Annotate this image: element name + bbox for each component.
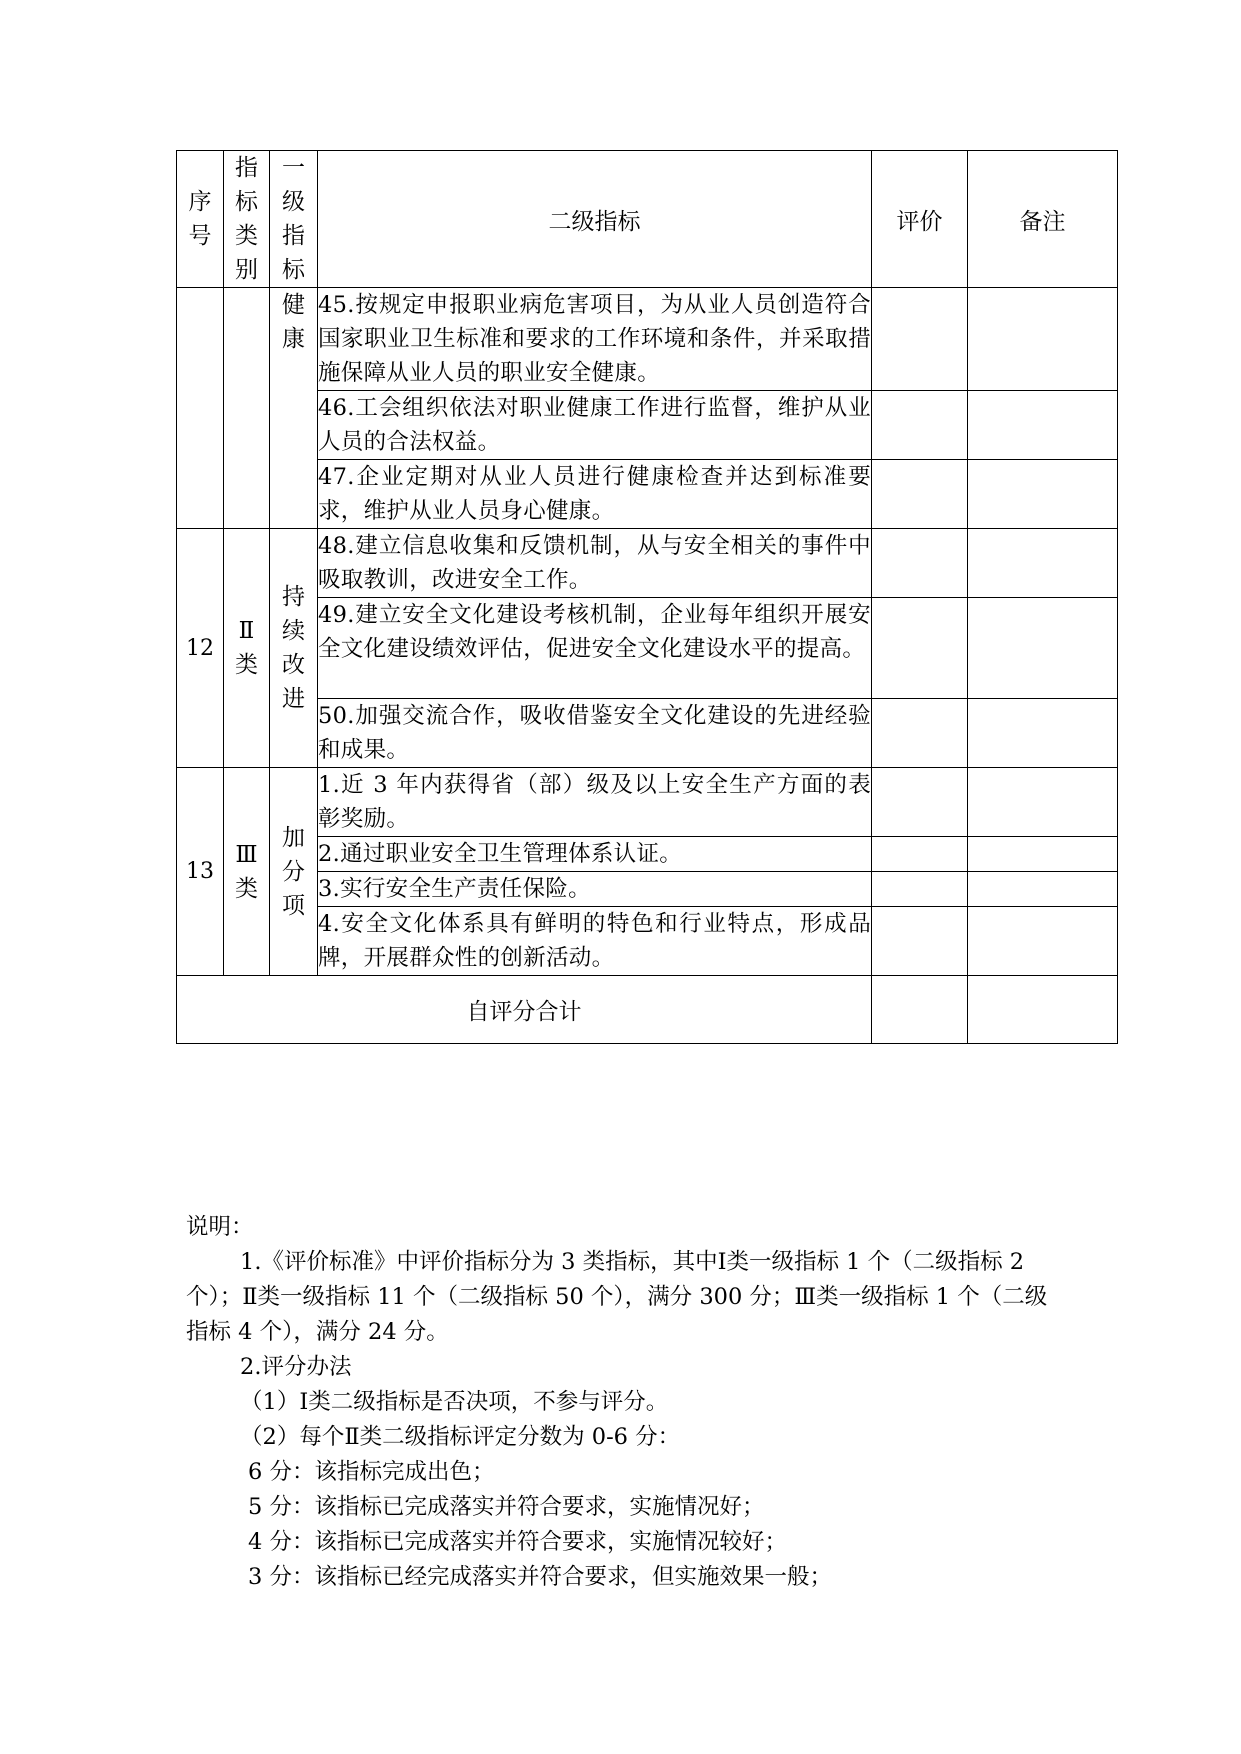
category-cell-empty <box>224 288 270 529</box>
header-remarks: 备注 <box>968 151 1118 288</box>
evaluation-cell[interactable] <box>872 907 968 976</box>
level1-bonus-items <box>270 768 318 976</box>
notes-line: 5 分：该指标已完成落实并符合要求，实施情况好； <box>248 1494 765 1520</box>
remarks-cell[interactable] <box>968 872 1118 907</box>
remarks-cell[interactable] <box>968 288 1118 391</box>
level1-health <box>270 288 318 529</box>
bonus-item-3: 3.实行安全生产责任保险。 <box>318 872 872 907</box>
bonus-item-4: 4.安全文化体系具有鲜明的特色和行业特点，形成品牌，开展群众性的创新活动。 <box>318 907 872 976</box>
remarks-cell[interactable] <box>968 598 1118 699</box>
remarks-cell[interactable] <box>968 699 1118 768</box>
total-evaluation-cell[interactable] <box>872 976 968 1044</box>
level1-char: 持 <box>282 584 305 610</box>
remarks-cell[interactable] <box>968 907 1118 976</box>
level1-char: 康 <box>282 326 305 352</box>
total-remarks-cell[interactable] <box>968 976 1118 1044</box>
header-level1-char: 标 <box>282 257 305 283</box>
total-label: 自评分合计 <box>177 976 872 1044</box>
category-suffix: 类 <box>235 652 258 678</box>
evaluation-cell[interactable] <box>872 872 968 907</box>
header-category-char: 指 <box>235 155 258 181</box>
notes-line: （1）Ⅰ类二级指标是否决项，不参与评分。 <box>240 1389 669 1415</box>
evaluation-cell[interactable] <box>872 768 968 837</box>
level1-char: 健 <box>282 292 305 318</box>
notes-title: 说明： <box>186 1214 254 1240</box>
evaluation-cell[interactable] <box>872 288 968 391</box>
notes-line: 3 分：该指标已经完成落实并符合要求，但实施效果一般； <box>248 1564 832 1590</box>
notes-line: （2）每个Ⅱ类二级指标评定分数为 0-6 分： <box>240 1424 681 1450</box>
evaluation-table <box>176 150 1118 1044</box>
level1-continuous-improvement <box>270 529 318 768</box>
remarks-cell[interactable] <box>968 391 1118 460</box>
table-row <box>177 872 1118 907</box>
notes-line: 1.《评价标准》中评价指标分为 3 类指标，其中Ⅰ类一级指标 1 个（二级指标 2 个）；Ⅱ类一级指标 11 个（二级指标 50 个），满分 300 分；Ⅲ类一级指标 1 个（二级指标 4 个），满分 24 分。 <box>186 1249 1048 1345</box>
evaluation-cell[interactable] <box>872 460 968 529</box>
evaluation-cell[interactable] <box>872 391 968 460</box>
seq-number-12: 12 <box>177 529 224 768</box>
category-class-2 <box>224 529 270 768</box>
table-row <box>177 907 1118 976</box>
level2-item-46: 46.工会组织依法对职业健康工作进行监督，维护从业人员的合法权益。 <box>318 391 872 460</box>
header-category-char: 类 <box>235 223 258 249</box>
level2-item-48: 48.建立信息收集和反馈机制，从与安全相关的事件中吸取教训，改进安全工作。 <box>318 529 872 598</box>
seq-number-13: 13 <box>177 768 224 976</box>
level1-char: 分 <box>282 858 305 885</box>
header-category-char: 标 <box>235 189 258 215</box>
evaluation-cell[interactable] <box>872 598 968 699</box>
notes-line: 6 分：该指标完成出色； <box>248 1459 495 1485</box>
header-seq-char: 序 <box>188 189 212 215</box>
remarks-cell[interactable] <box>968 529 1118 598</box>
category-roman: Ⅱ <box>238 618 255 644</box>
category-class-3 <box>224 768 270 976</box>
total-row <box>177 976 1118 1044</box>
level1-char: 续 <box>282 618 305 644</box>
remarks-cell[interactable] <box>968 768 1118 837</box>
notes-line: 4 分：该指标已完成落实并符合要求，实施情况较好； <box>248 1529 787 1555</box>
header-row <box>177 151 1118 288</box>
header-seq <box>177 151 224 288</box>
level1-char: 项 <box>282 892 305 919</box>
category-roman: Ⅲ <box>235 841 258 868</box>
notes-line: 2.评分办法 <box>240 1354 352 1380</box>
level2-item-50: 50.加强交流合作，吸收借鉴安全文化建设的先进经验和成果。 <box>318 699 872 768</box>
header-seq-char: 号 <box>188 223 212 249</box>
level2-item-47: 47.企业定期对从业人员进行健康检查并达到标准要求，维护从业人员身心健康。 <box>318 460 872 529</box>
level1-char: 加 <box>282 824 305 851</box>
evaluation-cell[interactable] <box>872 699 968 768</box>
remarks-cell[interactable] <box>968 460 1118 529</box>
seq-cell-empty <box>177 288 224 529</box>
level2-item-45: 45.按规定申报职业病危害项目，为从业人员创造符合国家职业卫生标准和要求的工作环境和条件，并采取措施保障从业人员的职业安全健康。 <box>318 288 872 391</box>
table-row <box>177 598 1118 699</box>
table-row <box>177 699 1118 768</box>
table-row <box>177 837 1118 872</box>
remarks-cell[interactable] <box>968 837 1118 872</box>
table-row <box>177 288 1118 391</box>
header-level1-char: 级 <box>282 189 305 215</box>
level1-char: 改 <box>282 652 305 678</box>
table-row <box>177 391 1118 460</box>
header-level2: 二级指标 <box>318 151 872 288</box>
header-level1-char: 一 <box>282 155 305 181</box>
header-category-char: 别 <box>235 257 258 283</box>
table-row <box>177 768 1118 837</box>
header-level1 <box>270 151 318 288</box>
level2-item-49: 49.建立安全文化建设考核机制，企业每年组织开展安全文化建设绩效评估，促进安全文化建设水平的提高。 <box>318 598 872 699</box>
evaluation-cell[interactable] <box>872 529 968 598</box>
header-level1-char: 指 <box>282 223 305 249</box>
header-evaluation: 评价 <box>872 151 968 288</box>
header-category <box>224 151 270 288</box>
category-suffix: 类 <box>235 875 258 902</box>
level1-char: 进 <box>282 686 305 712</box>
evaluation-cell[interactable] <box>872 837 968 872</box>
notes-section <box>186 1210 1056 1595</box>
table-row <box>177 529 1118 598</box>
bonus-item-2: 2.通过职业安全卫生管理体系认证。 <box>318 837 872 872</box>
table-row <box>177 460 1118 529</box>
bonus-item-1: 1.近 3 年内获得省（部）级及以上安全生产方面的表彰奖励。 <box>318 768 872 837</box>
